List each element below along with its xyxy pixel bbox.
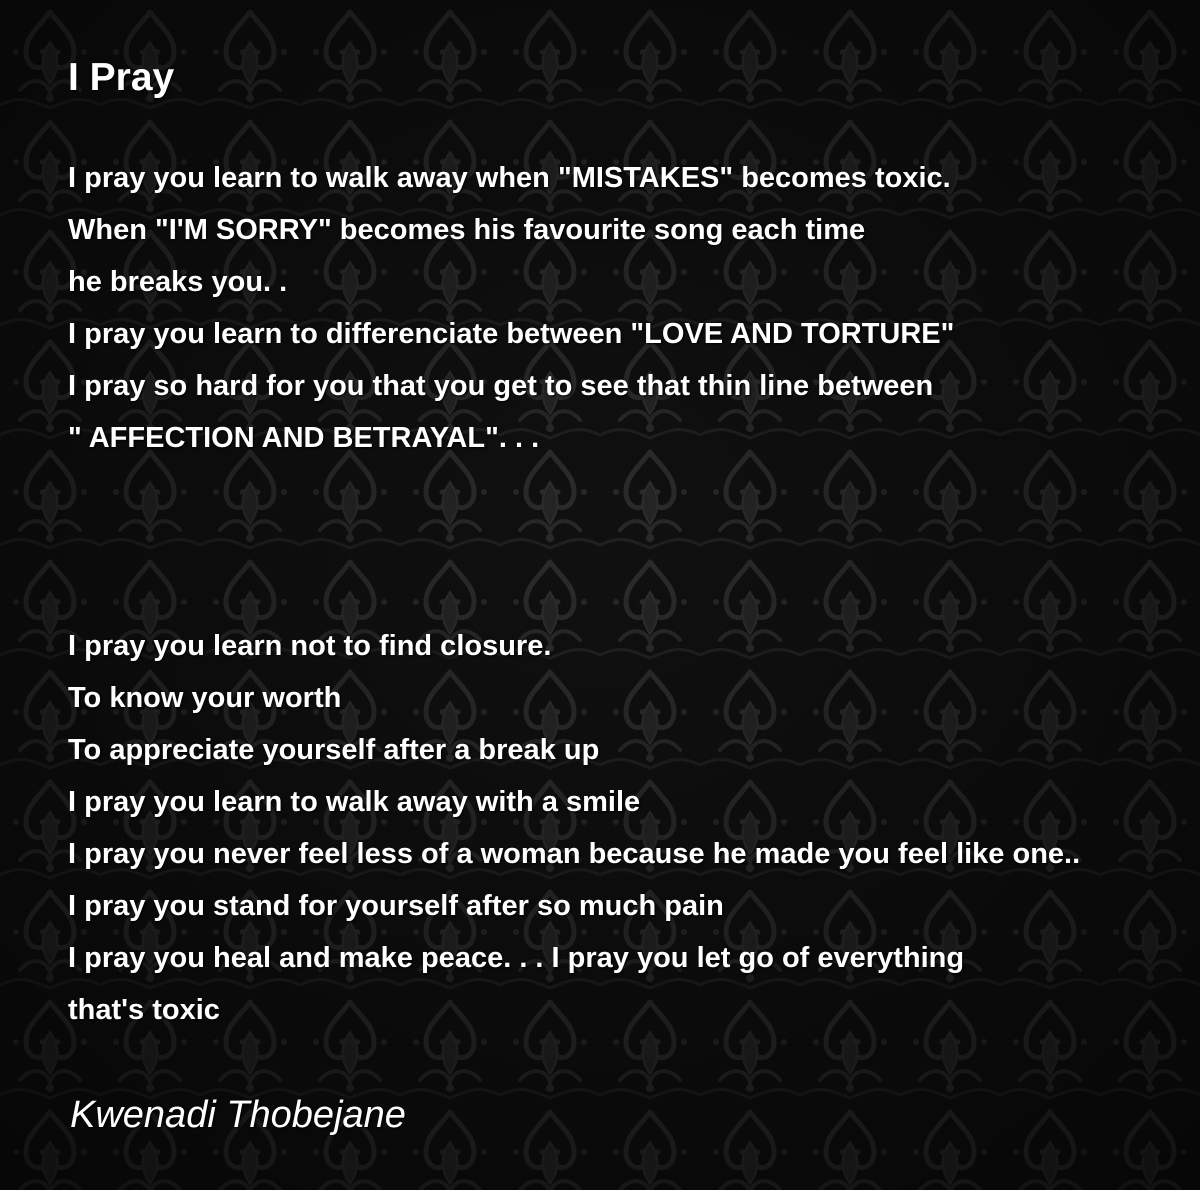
poem-line: I pray you learn to walk away when "MISTAKES" becomes toxic. <box>68 162 951 194</box>
poem-container <box>68 0 1200 1190</box>
poem-line: I pray you stand for yourself after so much pain <box>68 890 724 922</box>
poem-line: To know your worth <box>68 682 342 714</box>
poem-line: I pray you learn not to find closure. <box>68 630 552 662</box>
poem-line: " AFFECTION AND BETRAYAL". . . <box>68 422 540 454</box>
stanza-2 <box>68 620 1080 1036</box>
poem-line: I pray you never feel less of a woman because he made you feel like one.. <box>68 838 1081 870</box>
poem-title: I Pray <box>68 56 175 99</box>
poem-author: Kwenadi Thobejane <box>70 1094 406 1136</box>
stanza-1 <box>68 152 954 464</box>
poem-line: I pray so hard for you that you get to see that thin line between <box>68 370 934 402</box>
poem-line: I pray you heal and make peace. . . I pray you let go of everything <box>68 942 965 974</box>
poem-line: I pray you learn to differenciate between "LOVE AND TORTURE" <box>68 318 955 350</box>
poem-line: To appreciate yourself after a break up <box>68 734 600 766</box>
poem-line: I pray you learn to walk away with a smile <box>68 786 641 818</box>
poem-line: he breaks you. . <box>68 266 288 298</box>
poem-line: When "I'M SORRY" becomes his favourite song each time <box>68 214 866 246</box>
poem-line: that's toxic <box>68 994 220 1026</box>
